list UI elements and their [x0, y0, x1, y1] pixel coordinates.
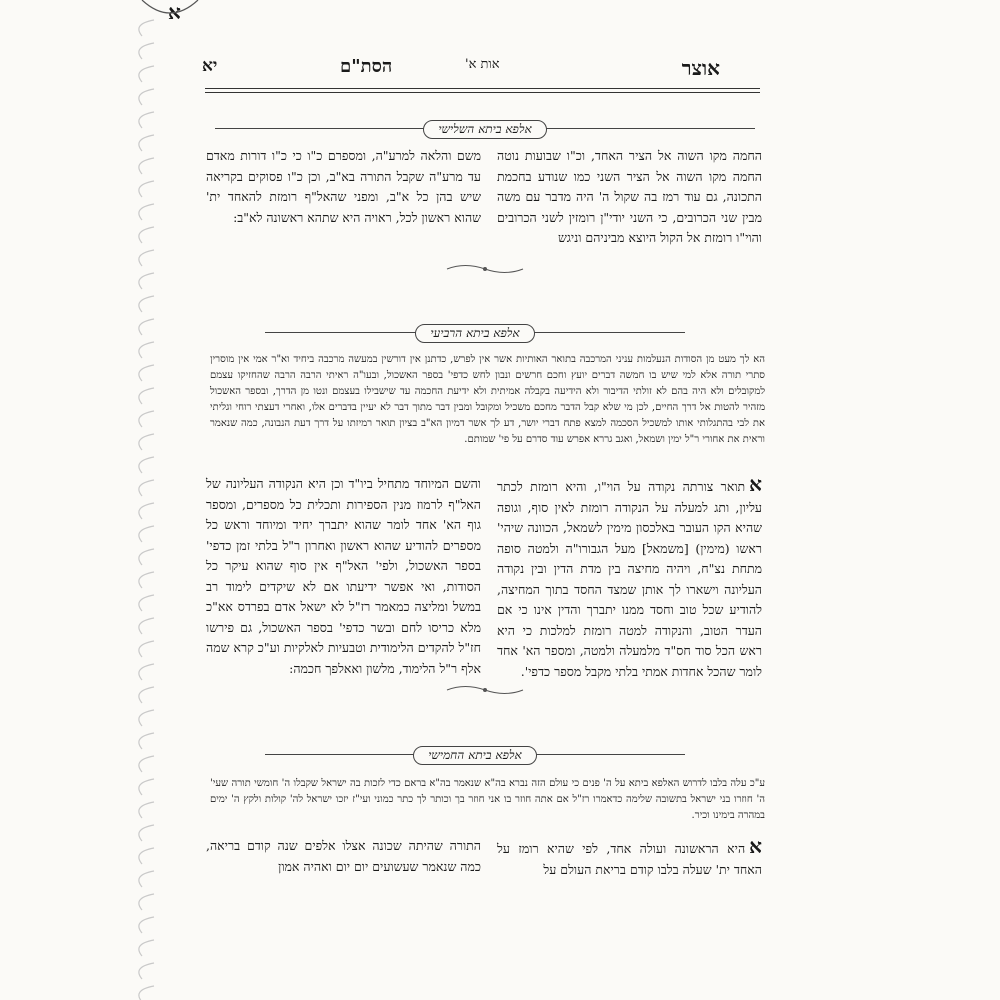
- divider-ornament-2: [445, 683, 525, 697]
- drop-letter: א: [749, 472, 762, 496]
- header-work-name: הסת"ם: [340, 56, 393, 77]
- drop-letter-2: א: [749, 834, 762, 858]
- corner-letter: א: [168, 0, 181, 24]
- block2-right-text: תואר צורתה נקודה על הוי"ו, והיא רומזת לכתר עליון, ותג למעלה על הנקודה רומזת לאין סוף, וגופה שהיא הקו העובר באלכסון מימין לשמאל, הכוונה שיהי' ראשו (מימין) [משמאל] מעל הגבורו"ה ולמטה סופה מתחת נצ"ח, ויהיה מחיצה בין מדת הדין ובין נקודה העליונה וישארו לך אותן שמצד החסד בתוך המחיצה, להודיע שכל טוב וחסד ממנו יתברך והדין אינו כי אם העדר הטוב, והנקודה למטה רומזת למלכות כי היא ראש הכל סוד חס"ד מלמעלה ולמטה, ומספר הא' אחד לומר שהכל אחדות אמתי בלתי מקבל מספר כדפי'.: [497, 479, 762, 679]
- section-title-4: אלפא ביתא הרביעי: [415, 324, 534, 343]
- block3-note: [210, 776, 765, 824]
- block3-left-column: [206, 836, 481, 877]
- block3-right-column: [497, 836, 762, 880]
- section-title-3: אלפא ביתא השלישי: [423, 120, 546, 139]
- block2-left-text: והשם המיוחד מתחיל ביו"ד וכן היא הנקודה העליונה של האל"ף לרמוז מנין הספירות ותכלית כל מספרים, ומספר גוף הא' אחד לומר שהוא יתברך יחיד ומיוחד וראש כל מספרים להודיע שהוא ראשון ואחרון ר"ל בלתי זמן כדפי' בספר האשכול, ולפי' האל"ף אין סוף שהוא עיקר כל הסודות, ואי אפשר ידיעתו אם לא שיקדים לימוד רב במשל ומליצה כמאמר רז"ל לא ישאל אדם בפרדס אא"כ מלא כריסו לחם ובשר כדפי' בספר האשכול, גם פירשו חז"ל להקדים הלימודית וטבעיות לאלקיות וע"כ קרא שמה אלף ר"ל הלימוד, מלשון ואאלפך חכמה:: [206, 476, 481, 676]
- block2-note: [210, 352, 765, 448]
- block3-right-text: היא הראשונה ועולה אחד, לפי שהיא רומז על האחד ית' שעלה בלבו קודם בריאת העולם על: [497, 841, 762, 877]
- block1-left-column: [206, 146, 481, 228]
- section-heading-4: [265, 320, 685, 346]
- spiral-binding: [128, 0, 158, 1000]
- page-header: [200, 56, 760, 86]
- page-number: יא: [202, 56, 218, 76]
- divider-ornament: [445, 262, 525, 276]
- section-heading-3: [215, 116, 755, 142]
- header-title: אוצר: [681, 56, 720, 80]
- block1-right-text: החמה מקו השוה אל הציר האחד, וכ"ו שבועות נוטה החמה מקו השוה אל הציר השני כמו שנודע בחכמת התכונה, גם עוד רמז בה שקול ה' היה מדבר עם משה מבין שני הכרובים, כי השני יודי"ן רומזין לשני הכרובים והוי"ו רומזת אל הקול היוצא מביניהם וניגש: [497, 148, 762, 245]
- block2-right-column: [497, 474, 762, 682]
- block3-note-text: ע"כ עלה בלבו לדרוש האלפא ביתא על ה' פנים כי עולם הזה נברא בה"א שנאמר בה"א בראם כדי לזכות בה ישראל שקבלו ה' חומשי תורה שעי' ה' חוזרו בני ישראל בתשובה שלימה כדאמרו רז"ל אם אתה חוזר בו אני חוזר בך וכותר לך כתר כמוני ועי"ז יזכו ישראל לה' קולות ולקץ ה' ימים במהרה בימינו וכיר.: [210, 778, 765, 821]
- header-letter: אות א': [465, 57, 500, 72]
- block2-left-column: [206, 474, 481, 679]
- block1-right-column: [497, 146, 762, 249]
- section-heading-5: [265, 742, 685, 768]
- block3-left-text: התורה שהיתה שכונה אצלו אלפים שנה קודם בריאה, כמה שנאמר שעשועים יום יום ואהיה אמון: [206, 838, 481, 874]
- section-title-5: אלפא ביתא החמישי: [413, 746, 536, 765]
- block1-left-text: משם והלאה למרע"ה, ומספרם כ"ו כי כ"ו דורות מאדם עד מרע"ה שקבל התורה בא"ב, וכן כ"ו פסוקים בקריאה שיש בהן כל א"ב, ומפני שהאל"ף רומזת להאחד ית' שהוא ראשון לכל, ראויה היא שתהא ראשונה לא"ב:: [206, 148, 481, 225]
- header-rule: [205, 88, 760, 93]
- corner-ornament: [140, 0, 200, 22]
- block2-note-text: הא לך מעט מן הסודות הנעלמות עניני המרכבה בתואר האותיות אשר אין לפרש, כדתנן אין דורשין במעשה מרכבה ביחיד וא"ר אמי אין מוסרין סתרי תורה אלא למי שיש בו חמשה דברים יועץ וחכם חרשים ונבון לחש כדפי' בספר האשכול, ובעו"ה ראיתי הרבה הרבה שהחזיקו עצמם למקובלים ולא היה בהם לא זולתי הדיבור ולא הידיעה בקבלה אמיתית ולא ידיעת החכמה עד שישבילו בעצמם ונטו מן הדרך, ובספר האשכול מזהיר להטות אל דרך החיים, לכן מי שלא קבל הדבר מחכם משכיל ומקובל ומבין דבר מתוך דבר לא יעיין בדברים אלו, ואחרי דעצתי רוחי וגליתי את לבי בהתגלותי אותו למשכיל הסכמה למצא פתח דברי יושר, דע לך אשר דמיון הא"ב בציון תואר רמיזתו על דרך דעת הנבונה, כמה שנאמר וראית את אחורי ר"ל ימין ושמאל, ואגב גררא אפרש עוד סדרם על פי' שמותם.: [210, 354, 765, 445]
